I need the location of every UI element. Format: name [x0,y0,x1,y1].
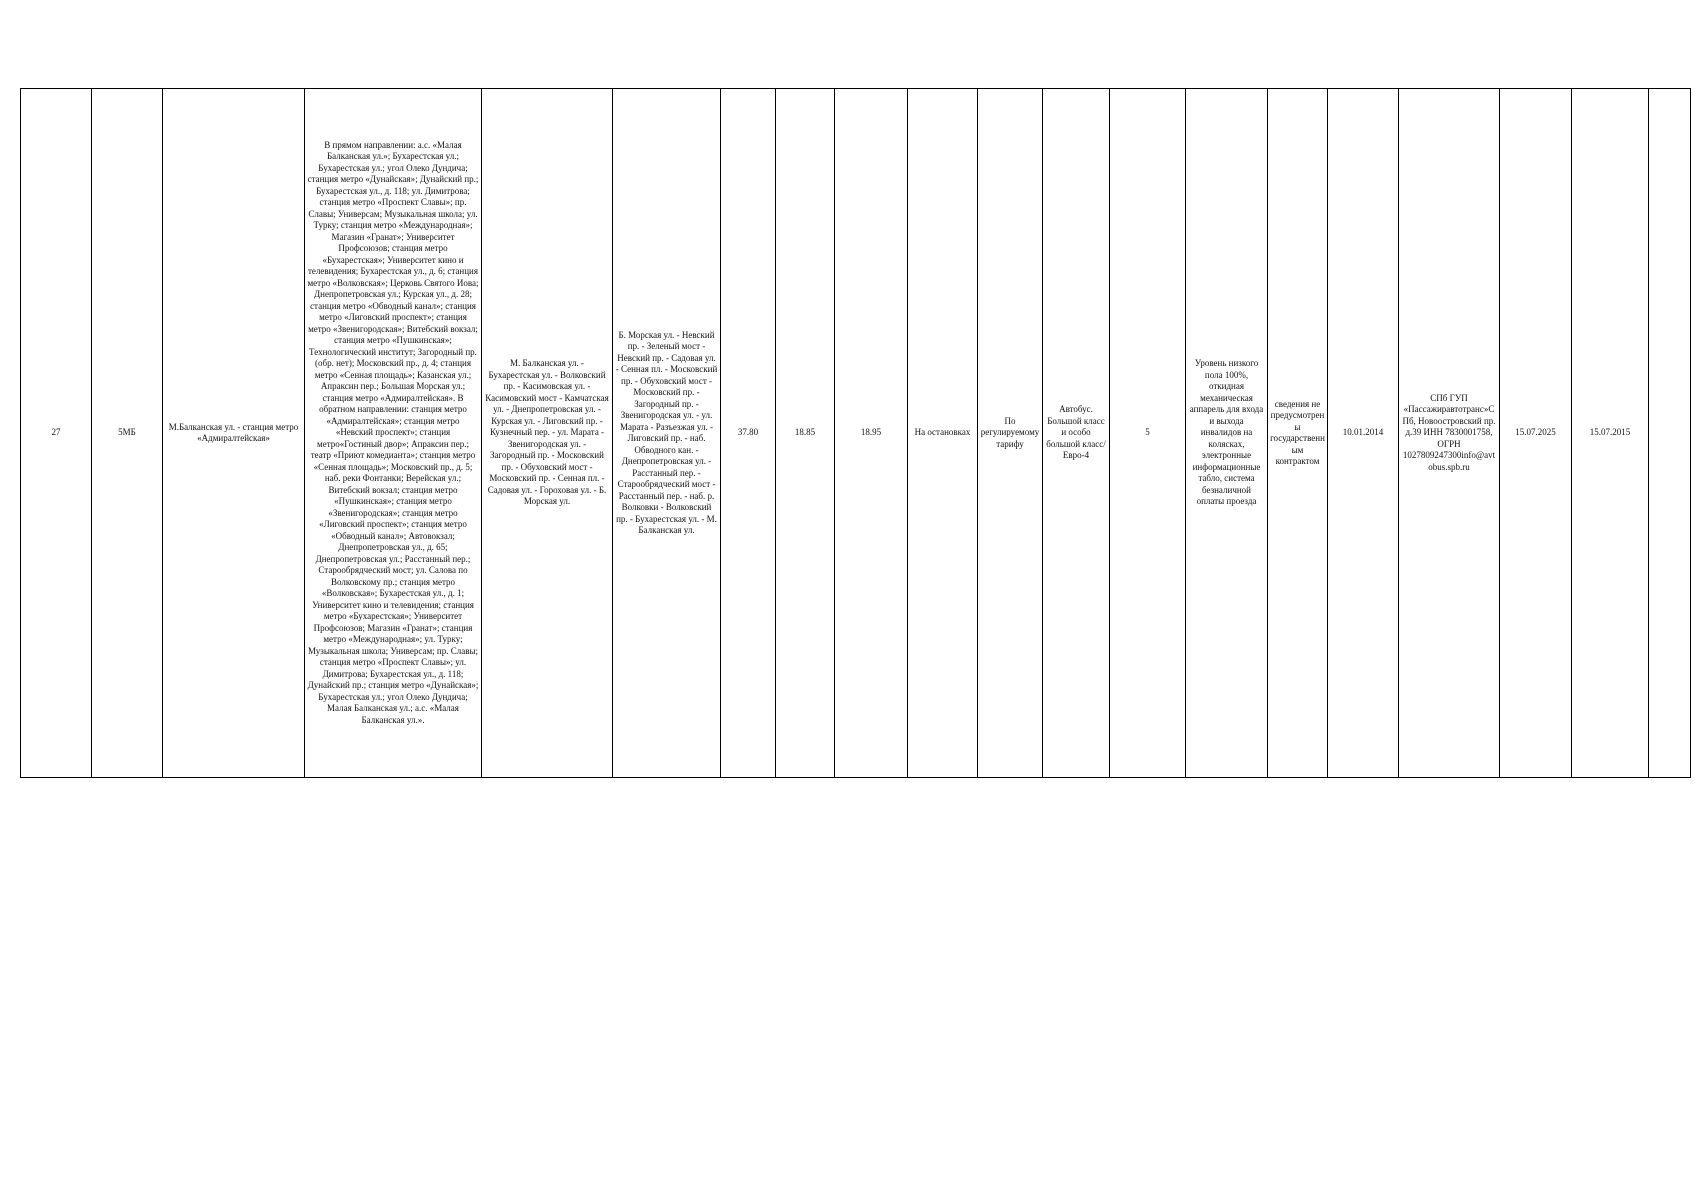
cell-tariff: По регулируемому тарифу [978,89,1043,778]
cell-date-1: 15.07.2025 [1500,89,1572,778]
cell-row-number: 27 [21,89,92,778]
cell-route-name: М.Балканская ул. - станция метро «Адмиралтейская» [163,89,305,778]
cell-streets-backward: Б. Морская ул. - Невский пр. - Зеленый мост - Невский пр. - Садовая ул. - Сенная пл. - Московский пр. - Обуховский мост - Московский пр. - Загородный пр. - Звенигородская ул. - ул. Марата - Разъезжая ул. - Лиговский пр. - наб. Обводного кан. - Днепропетровская ул. - Расстанный пер. - Старообрядческий мост - Расстанный пер. - наб. р. Волковки - Волковский пр. - Бухарестская ул. - М. Балканская ул. [613,89,721,778]
cell-stop-order: На остановках [908,89,978,778]
cell-date-2: 15.07.2015 [1572,89,1649,778]
cell-stops-list: В прямом направлении: а.с. «Малая Балканская ул.»; Бухарестская ул.; Бухарестская ул.; угол Олеко Дундича; станция метро «Дунайская»; Дунайский пр.; Бухарестская ул., д. 118; ул. Димитрова; станция метро «Проспект Славы»; пр. Славы; Универсам; Музыкальная школа; ул. Турку; станция метро «Международная»; Магазин «Гранат»; Университет Профсоюзов; станция метро «Бухарестская»; Университет кино и телевидения; Бухарестская ул., д. 6; станция метро «Волковская»; Церковь Святого Иова; Днепропетровская ул.; Курская ул., д. 28; станция метро «Обводный канал»; станция метро «Лиговский проспект»; станция метро «Звенигородская»; Витебский вокзал; станция метро «Пушкинская»; Технологический институт; Загородный пр. (обр. нет); Московский пр., д. 4; станция метро «Сенная площадь»; Казанская ул.; Апраксин пер.; Большая Морская ул.; станция метро «Адмиралтейская». В обратном направлении: станция метро «Адмиралтейская»; станция метро «Невский проспект»; станция метро«Гостиный двор»; Апраксин пер.; театр «Приют комедианта»; станция метро «Сенная площадь»; Московский пр., д. 5; наб. реки Фонтанки; Верейская ул.; Витебский вокзал; станция метро «Пушкинская»; станция метро «Звенигородская»; станция метро «Лиговский проспект»; станция метро «Обводный канал»; Автовокзал; Днепропетровская ул., д. 65; Днепропетровская ул.; Расстанный пер.; Старообрядческий мост; ул. Салова по Волковскому пр.; станция метро «Волковская»; Бухарестская ул., д. 1; Университет кино и телевидения; станция метро «Бухарестская»; Университет Профсоюзов; Магазин «Гранат»; станция метро «Международная»; ул. Турку; Музыкальная школа; Универсам; пр. Славы; станция метро «Проспект Славы»; ул. Димитрова; Бухарестская ул., д. 118; Дунайский пр.; станция метро «Дунайская»; Бухарестская ул.; угол Олеко Дундича; Малая Балканская ул.; а.с. «Малая Балканская ул.». [305,89,482,778]
cell-carrier: СПб ГУП «Пассажиравтотранс»СПб, Новоостровский пр. д.39 ИНН 7830001758, ОГРН 1027809247300info@avtobus.spb.ru [1399,89,1500,778]
cell-contract-info: сведения не предусмотрены государственным контрактом [1268,89,1328,778]
cell-streets-forward: М. Балканская ул. - Бухарестская ул. - Волковский пр. - Касимовская ул. - Касимовский мост - Камчатская ул. - Днепропетровская ул. - Курская ул. - Лиговский пр. - Кузнечный пер. - ул. Марата - Звенигородская ул. - Загородный пр. - Московский пр. - Обуховский мост - Московский пр. - Сенная пл. - Садовая ул. - Гороховая ул. - Б. Морская ул. [482,89,613,778]
cell-length-total: 37.80 [721,89,776,778]
cell-length-backward: 18.95 [835,89,908,778]
cell-vehicle-class: Автобус. Большой класс и особо большой класс/Евро-4 [1043,89,1110,778]
table-row [21,89,1691,778]
cell-empty [1649,89,1691,778]
cell-equipment: Уровень низкого пола 100%, откидная механическая аппарель для входа и выхода инвалидов на колясках, электронные информационные табло, система безналичной оплаты проезда [1186,89,1268,778]
cell-start-date: 10.01.2014 [1328,89,1399,778]
cell-route-number: 5МБ [92,89,163,778]
route-registry-table [20,88,1691,778]
cell-vehicle-count: 5 [1110,89,1186,778]
cell-length-forward: 18.85 [776,89,835,778]
